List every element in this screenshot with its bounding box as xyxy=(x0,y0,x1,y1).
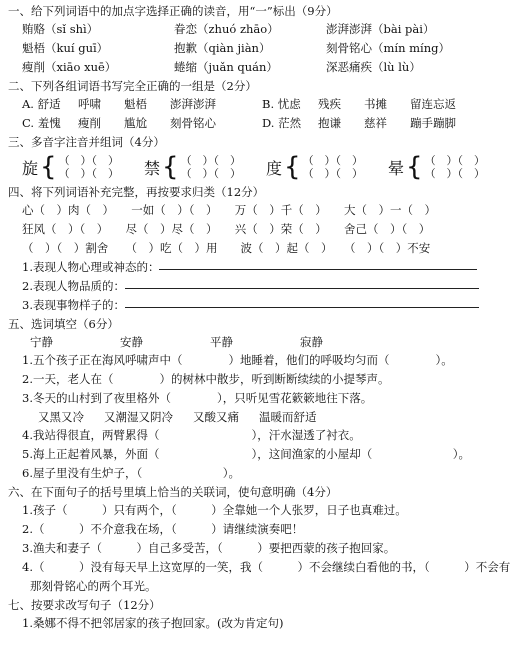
s1-item: 魁梧（kuí guī） xyxy=(22,41,109,55)
fill-sentence: 5.海上正起着风暴，外面（ ），这间渔家的小屋却（ ）。 xyxy=(22,447,470,461)
s2-row-a xyxy=(8,95,502,114)
fill-sentence: 6.屋子里没有生炉子，（ ）。 xyxy=(22,466,240,480)
s1-item: 蜷缩（juǎn quán） xyxy=(174,60,278,74)
answer-slot[interactable]: （ ）（ ） xyxy=(180,154,242,167)
answer-slot[interactable]: （ ）（ ） xyxy=(302,154,364,167)
polyphone-char: 禁 xyxy=(144,158,161,178)
s2-word: 刻骨铭心 xyxy=(170,116,216,130)
s1-item: 深恶痛疾（lù lù） xyxy=(326,60,421,74)
answer-slot[interactable]: （ ）（ ） xyxy=(58,154,120,167)
s2-word: 蹦手蹦脚 xyxy=(410,116,456,130)
conjunction-sentence: 2.（ ）不介意我在场，（ ）请继续演奏吧！ xyxy=(22,522,304,536)
classify-label: 3.表现事物样子的： xyxy=(22,298,125,312)
polyphone-item xyxy=(22,154,134,180)
word-option: 平静 xyxy=(210,335,233,349)
s2-word: 澎湃澎湃 xyxy=(170,97,216,111)
answer-slot[interactable]: （ ）（ ） xyxy=(302,167,364,180)
s2-word: C. 羞愧 xyxy=(22,116,61,130)
word-bank-1 xyxy=(8,333,502,351)
s2-word: 书摊 xyxy=(364,97,387,111)
s2-row-c xyxy=(8,114,502,133)
polyphone-item xyxy=(144,154,256,180)
answer-line[interactable] xyxy=(125,277,479,289)
polyphone-grid xyxy=(8,151,502,183)
conjunction-sentence: 1.孩子（ ）只有两个，（ ）全靠她一个人张罗，日子也真难过。 xyxy=(22,503,407,517)
s2-word: D. 茫然 xyxy=(262,116,302,130)
brace-icon: { xyxy=(406,152,423,182)
s2-word: 抱谦 xyxy=(318,116,341,130)
classify-label: 1.表现人物心理或神态的： xyxy=(22,260,160,274)
answer-line[interactable] xyxy=(125,296,479,308)
section-3-title: 三、多音字注音并组词（4分） xyxy=(8,135,165,149)
s1-row-1 xyxy=(8,20,502,39)
s1-row-3 xyxy=(8,58,502,77)
polyphone-item xyxy=(388,154,500,180)
word-option: 又黑又冷 xyxy=(38,410,84,424)
answer-slot[interactable]: （ ）（ ） xyxy=(180,167,242,180)
s1-item: 抱歉（qiàn jiàn） xyxy=(174,41,271,55)
s1-item: 刻骨铭心（mín míng） xyxy=(326,41,450,55)
polyphone-char: 度 xyxy=(266,158,283,178)
s2-word: 留连忘返 xyxy=(410,97,456,111)
fill-sentence: 3.冬天的山村到了夜里格外（ ），只听见雪花簌簌地往下落。 xyxy=(22,391,373,405)
conjunction-sentence: 3.渔夫和妻子（ ）自己多受苦，（ ）要把西蒙的孩子抱回家。 xyxy=(22,541,396,555)
classify-q2 xyxy=(8,277,502,296)
s2-word: 尴尬 xyxy=(124,116,147,130)
idiom-row: 狂风（ ）（ ） 尽（ ）尽（ ） 兴（ ）荣（ ） 舍己（ ）（ ） xyxy=(22,222,431,236)
polyphone-char: 晕 xyxy=(388,158,405,178)
word-bank-2 xyxy=(8,408,502,426)
classify-q1 xyxy=(8,258,502,277)
brace-icon: { xyxy=(284,152,301,182)
s1-item: 瘦削（xiāo xuē） xyxy=(22,60,117,74)
word-option: 又潮湿又阴冷 xyxy=(104,410,173,424)
s2-word: 残疾 xyxy=(318,97,341,111)
s2-word: 慈祥 xyxy=(364,116,387,130)
idiom-row: 心（ ）肉（ ） 一如（ ）（ ） 万（ ）千（ ） 大（ ）一（ ） xyxy=(22,203,436,217)
s2-word: 瘦削 xyxy=(78,116,101,130)
s2-word: 魁梧 xyxy=(124,97,147,111)
conjunction-sentence: 4.（ ）没有每天早上这宽厚的一笑，我（ ）不会继续白看他的书，（ ）不会有 xyxy=(22,560,510,574)
section-4-title: 四、将下列词语补充完整，再按要求归类（12分） xyxy=(8,185,265,199)
s2-word: B. 忧虑 xyxy=(262,97,301,111)
polyphone-item xyxy=(266,154,378,180)
word-option: 宁静 xyxy=(30,335,53,349)
answer-slot[interactable]: （ ）（ ） xyxy=(424,167,486,180)
section-7-title: 七、按要求改写句子（12分） xyxy=(8,598,161,612)
s2-word: A. 舒适 xyxy=(22,97,61,111)
idiom-row: （ ）（ ）割舍 （ ）吃（ ）用 波（ ）起（ ） （ ）（ ）不安 xyxy=(22,241,431,255)
classify-label: 2.表现人物品质的： xyxy=(22,279,125,293)
answer-line[interactable] xyxy=(159,258,477,270)
section-6-title: 六、在下面句子的括号里填上恰当的关联词，使句意明确（4分） xyxy=(8,485,338,499)
s2-word: 呼啸 xyxy=(78,97,101,111)
answer-slot[interactable]: （ ）（ ） xyxy=(424,154,486,167)
polyphone-char: 旋 xyxy=(22,158,39,178)
section-1-title: 一、给下列词语中的加点字选择正确的读音，用“一”标出（9分） xyxy=(8,4,338,18)
word-option: 温暖而舒适 xyxy=(259,410,317,424)
word-option: 又酸又痛 xyxy=(193,410,239,424)
brace-icon: { xyxy=(40,152,57,182)
section-2-title: 二、下列各组词语书写完全正确的一组是（2分） xyxy=(8,79,257,93)
section-5-title: 五、选词填空（6分） xyxy=(8,317,119,331)
fill-sentence: 2.一天，老人在（ ）的树林中散步，听到断断续续的小提琴声。 xyxy=(22,372,390,386)
word-option: 寂静 xyxy=(300,335,323,349)
rewrite-sentence: 1.桑娜不得不把邻居家的孩子抱回家。(改为肯定句) xyxy=(22,616,284,630)
s1-item: 眷恋（zhuó zhāo） xyxy=(174,22,279,36)
classify-q3 xyxy=(8,296,502,315)
s1-row-2 xyxy=(8,39,502,58)
s1-item: 贿赂（sǐ shì） xyxy=(22,22,99,36)
s1-item: 澎湃澎湃（bài pài） xyxy=(326,22,435,36)
conjunction-sentence-cont: 那刻骨铭心的两个耳光。 xyxy=(30,579,157,593)
fill-sentence: 1.五个孩子正在海风呼啸声中（ ）地睡着，他们的呼吸均匀而（ ）。 xyxy=(22,353,453,367)
answer-slot[interactable]: （ ）（ ） xyxy=(58,167,120,180)
brace-icon: { xyxy=(162,152,179,182)
fill-sentence: 4.我站得很直，两臂累得（ ），汗水湿透了衬衣。 xyxy=(22,428,361,442)
word-option: 安静 xyxy=(120,335,143,349)
